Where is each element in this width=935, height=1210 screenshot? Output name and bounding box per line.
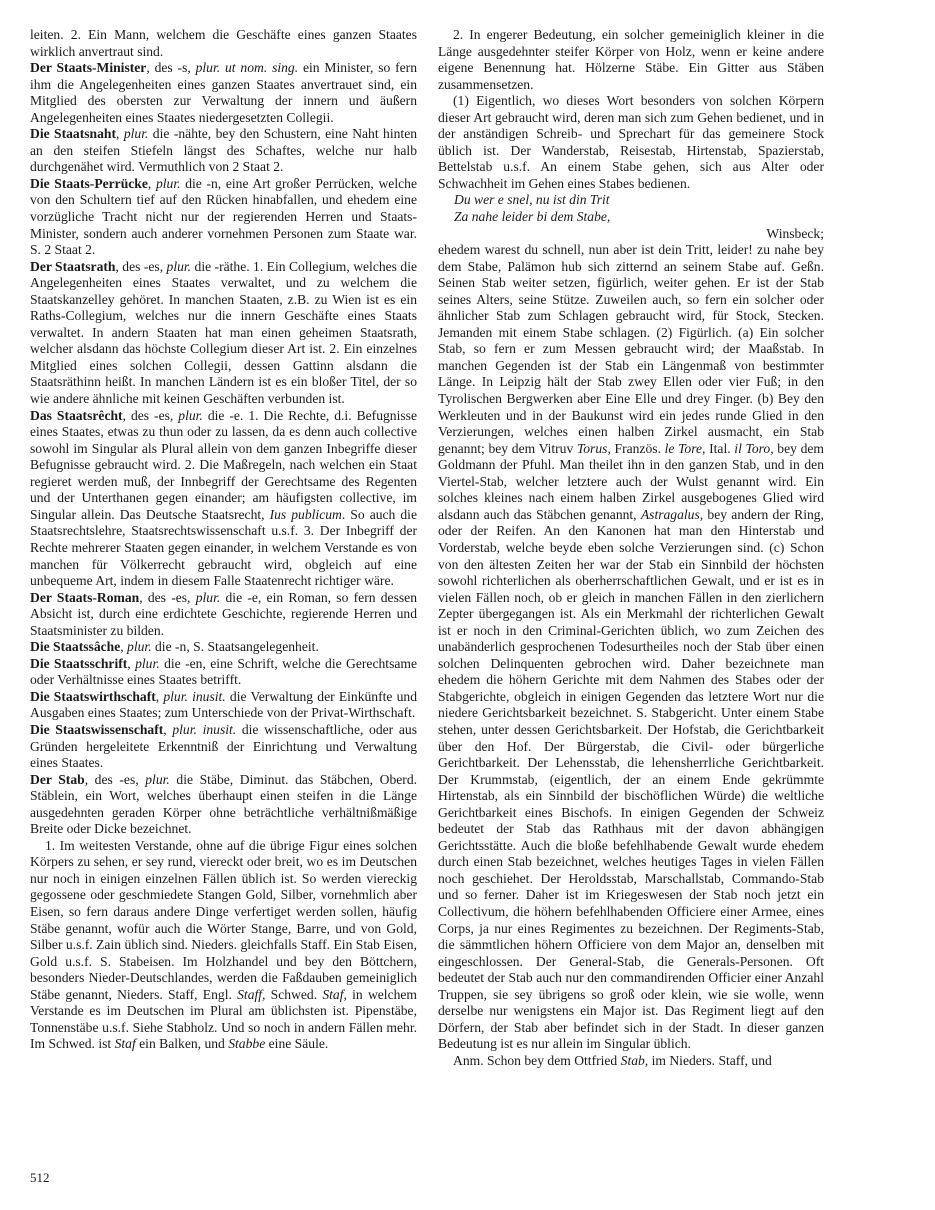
- entry-staatsnaht: Die Staatsnaht, plur. die -nähte, bey den Schustern, eine Naht hinten an den steifen Stiefeln längst des Schaftes, welche nur halb durchgenähet wird. Vermuthlich von 2 Staat 2.: [30, 126, 418, 175]
- entry-staats-perruecke: Die Staats-Perrücke, plur. die -n, eine Art großer Perrücken, welche von den Schultern tief auf den Rücken hinabfallen, und ehedem eine vorzügliche Tracht nicht nur der regierenden Herren und Staats-Minister, sondern auch anderer vornehmen Personen zum Staate war. S. 2 Staat 2.: [30, 175, 417, 258]
- entry-continuation: leiten. 2. Ein Mann, welchem die Geschäfte eines ganzen Staates wirklich anvertraut sind.: [30, 27, 417, 59]
- stab-annotation: Anm. Schon bey dem Ottfried Stab, im Nieders. Staff, und: [453, 1052, 772, 1068]
- verse-attribution: Winsbeck;: [766, 225, 824, 241]
- entry-stab: Der Stab, des -es, plur. die Stäbe, Diminut. das Stäbchen, Oberd. Stäblein, ein Wort, welches überhaupt einen steifen in die Länge ausgedehnten geraden Körper ohne beträchtliche verhältnißmäßige Breite oder Dicke bezeichnet.: [30, 771, 418, 837]
- stab-sense-1: 1. Im weitesten Verstande, ohne auf die übrige Figur eines solchen Körpers zu sehen, er sey rund, viereckt oder breit, wo es im Deutschen nur noch in einigen einzelnen Fällen üblich ist. So werden viereckig gegossene oder geschmiedete Stangen Gold, Silber, vornehmlich aber Eisen, so fern daraus andere Dinge verfertiget werden sollen, häufig Stäbe genannt, wofür auch die Wörter Stange, Barre, und von Gold, Silber u.s.f. Zain üblich sind. Nieders. gleichfalls Staff. Ein Stab Eisen, Gold u.s.f. S. Stabeisen. Im Holzhandel und bey den Böttchern, besonders Nieder-Deutschlandes, werden die Faßdauben gemeiniglich Stäbe genannt, Nieders. Staff, Engl. Staff, Schwed. Staf, in welchem Verstande es im Deutschen im Plural am üblichsten ist. Pipenstäbe, Tonnenstäbe u.s.f. Siehe Stabholz. Und so noch in andern Fällen mehr. Im Schwed. ist Staf ein Balken, und Stabbe eine Säule.: [30, 837, 418, 1052]
- page-number: 512: [30, 1170, 50, 1185]
- headword: Der Stab: [30, 771, 85, 787]
- headword: Die Staatswirthschaft: [30, 688, 156, 704]
- headword: Die Staats-Perrücke: [30, 175, 148, 191]
- headword: Der Staats-Minister: [30, 60, 147, 76]
- entry-staatswissenschaft: Die Staatswissenschaft, plur. inusit. die wissenschaftliche, oder aus Gründen hergeleitete Erkenntniß der Einrichtung und Verwaltung eines Staates.: [30, 721, 417, 771]
- headword: Das Staatsrêcht: [30, 407, 123, 423]
- entry-staats-roman: Der Staats-Roman, des -es, plur. die -e, ein Roman, so fern dessen Absicht ist, durch eine erdichtete Geschichte, regierende Herren und Staatsminister zu bilden.: [30, 589, 418, 638]
- headword: Die Staatsschrift: [30, 655, 128, 671]
- left-column: [30, 27, 417, 1053]
- headword: Die Staatswissenschaft: [30, 721, 164, 737]
- entry-staatssache: Die Staatssâche, plur. die -n, S. Staatsangelegenheit.: [30, 639, 319, 655]
- stab-sense-2-1: (1) Eigentlich, wo dieses Wort besonders von solchen Körpern dieser Art gebraucht wird, deren man sich zum Gehen bedienet, und in der anständigen Schreib- und Sprechart für das gemeinere Stock üblich ist. Der Wanderstab, Reisestab, Hirtenstab, Spazierstab, Bettelstab u.s.f. An einem Stabe gehen, sich aus Alter oder Schwachheit im Gehen eines Stabes bedienen.: [438, 93, 824, 191]
- headword: Die Staatssâche: [30, 639, 121, 655]
- verse-line-2: Za nahe leider bi dem Stabe,: [454, 209, 611, 225]
- right-column: [438, 27, 824, 1069]
- entry-staatsrecht: Das Staatsrêcht, des -es, plur. die -e. 1. Die Rechte, d.i. Befugnisse eines Staates, etwas zu thun oder zu lassen, da es denn auch collective sowohl im Singular als Plural allein von dem ganzen Inbegriffe dieser Befugnisse gebraucht wird. 2. Die Maßregeln, nach welchen ein Staat regieret werden muß, der Innbegriff der Gerechtsame des Regenten und der Unterthanen gegen einander; am häufigsten collective, im Singular allein. Das Deutsche Staatsrecht, Ius publicum. So auch die Staatsrechtslehre, Staatsrechtswissenschaft u.s.f. 3. Der Inbegriff der Rechte mehrerer Staaten gegen einander, in welchem Verstande es von manchen für Völkerrecht gebraucht wird, obgleich auf eine unbequeme Art, indem in diesem Falle Staatenrecht richtiger wäre.: [30, 407, 417, 589]
- entry-staatswirthschaft: Die Staatswirthschaft, plur. inusit. die Verwaltung der Einkünfte und Ausgaben eines Staates; zum Unterschiede von der Privat-Wirthschaft.: [30, 688, 418, 721]
- headword: Die Staatsnaht: [30, 126, 116, 142]
- verse-line-1: Du wer e snel, nu ist din Trit: [454, 192, 610, 208]
- entry-staatsschrift: Die Staatsschrift, plur. die -en, eine Schrift, welche die Gerechtsame oder Verhältnisse eines Staates betrifft.: [30, 655, 417, 688]
- headword: Der Staats-Roman: [30, 589, 140, 605]
- headword: Der Staatsrath: [30, 258, 116, 274]
- entry-staatsrath: Der Staatsrath, des -es, plur. die -räthe. 1. Ein Collegium, welches die Angelegenheiten eines Staates verwaltet, und zu welchem die Staatskanzelley gehöret. In manchen Staaten, z.B. zu Wien ist es ein Raths-Collegium, welches nur die innern Geschäfte eines Staats verwaltet. In andern Staaten hat man einen geheimen Staatsrath, welcher alsdann das höchste Collegium dieser Art ist. 2. Ein einzelnes Mitglied eines solchen Collegii, dessen Gattinn alsdann die Staatsräthinn heißt. In manchen Ländern ist es ein bloßer Titel, der so wie andere ähnliche mit keinen Geschäften verbunden ist.: [30, 258, 418, 407]
- stab-sense-2-2: ehedem warest du schnell, nun aber ist dein Tritt, leider! zu nahe bey dem Stabe, Palämon hub sich zitternd an seinem Stabe auf. Geßn. Seinen Stab weiter setzen, figürlich, weiter gehen. Er ist der Stab seines Alters, seine Stütze. Zuweilen auch, so fern ein solcher oder ähnlicher Stab zum Schlagen gebraucht wird, für Stock, Stecken. Jemanden mit einem Stabe schlagen. (2) Figürlich. (a) Ein solcher Stab, so fern er zum Messen gebraucht wird; der Maaßstab. In manchen Gegenden ist der Stab ein Längenmaß von bestimmter Länge. In Leipzig hält der Stab zwey Ellen oder vier Fuß; in den Tyrolischen Bergwerken aber Eine Elle und drey Finger. (b) Bey den Werkleuten und in der Baukunst wird ein jedes runde Glied in den Verzierungen, welches einen halben Zirkel ausmacht, ein Stab genannt; bey dem Vitruv Torus, Französ. le Tore, Ital. il Toro, bey dem Goldmann der Pfuhl. Man theilet ihn in den ganzen Stab, und in den Viertel-Stab, welcher letztere auch der Wulst genannt wird. Ein solches kleines nach einem halben Zirkel ausgebogenes Glied wird alsdann auch das Stäbchen genannt, Astragalus, bey andern der Ring, oder der Reifen. An den Kanonen hat man den Hinterstab und Vorderstab, welche beyde eben solche Verzierungen sind. (c) Schon von den ältesten Zeiten her war der Stab ein Sinnbild der höchsten sowohl richterlichen als oberherrschaftlichen Gewalt, und er ist es in vielen Fällen noch, ob er gleich in manchen Fällen in den zierlichern Zepter übergegangen ist. Als ein Merkmahl der richterlichen Gewalt ist er noch in den Criminal-Gerichten üblich, wo zum Zeichen des unabänderlich gesprochenen Todesurtheiles noch der Stab über einen solchen Delinquenten gebrochen wird. Daher bezeichnete man ehedem die höhern Gerichte mit dem Nahmen des Stabes oder der Stabgerichte, obgleich in einigen Gegenden das letztere Wort nur die niedere Gerichtsbarkeit bezeichnet. S. Stabgericht. Unter einem Stabe stehen, unter dessen Gerichtsbarkeit. Der Hofstab, die Gerichtbarkeit über den Hof. Der Bürgerstab, die Civil- oder bürgerliche Gerichtbarkeit. Der Lehensstab, die lehensherrliche Gerichtbarkeit. Der Krummstab, (eigentlich, der an einem Ende gekrümmte Hirtenstab, als ein Sinnbild der bischöflichen Würde) die weltliche Gerichtbarkeit eines Bischofs. In einigen Gegenden der Schweiz bedeutet der Stab das Rathhaus mit der davon abhängigen Gerichtsstätte. Auch die bloße befehlhabende Gewalt wurde ehedem durch einen Stab bezeichnet, welches heutiges Tages in vielen Fällen noch geschiehet. Der Heroldsstab, Marschallstab, Commando-Stab und so ferner. Daher ist im Kriegeswesen der Stab noch jetzt ein Collectivum, die höhern befehlhabenden Officiere einer Armee, eines Corps, ja nur eines Regimentes zu bezeichnen. Der Regiments-Stab, die sämmtlichen höhern Officiere von dem Major an, denselben mit eingeschlossen. Der General-Stab, die Generals-Personen. Oft bedeutet der Stab auch nur den commandirenden Officier einer Anzahl Truppen, sie sey übrigens so groß oder klein, wie sie wolle, wenn derselbe nur wenigstens ein Major ist. Das Regiment liegt auf den Dörfern, der Stab aber befindet sich in der Stadt. In dieser ganzen Bedeutung ist es nur allein im Singular üblich.: [438, 242, 824, 1052]
- stab-sense-2: 2. In engerer Bedeutung, ein solcher gemeiniglich kleiner in die Länge ausgedehnter steifer Körper von Holz, wenn er keine andere eigene Benennung hat. Hölzerne Stäbe. Ein Gitter aus Stäben zusammensetzen.: [438, 27, 824, 92]
- entry-staats-minister: Der Staats-Minister, des -s, plur. ut nom. sing. ein Minister, so fern ihm die Angelegenheiten eines ganzen Staates anvertrauet sind, ein Mitglied des obersten zur Verwaltung der innern und äußern Angelegenheiten eines Staates niedergesetzten Collegii.: [30, 60, 418, 125]
